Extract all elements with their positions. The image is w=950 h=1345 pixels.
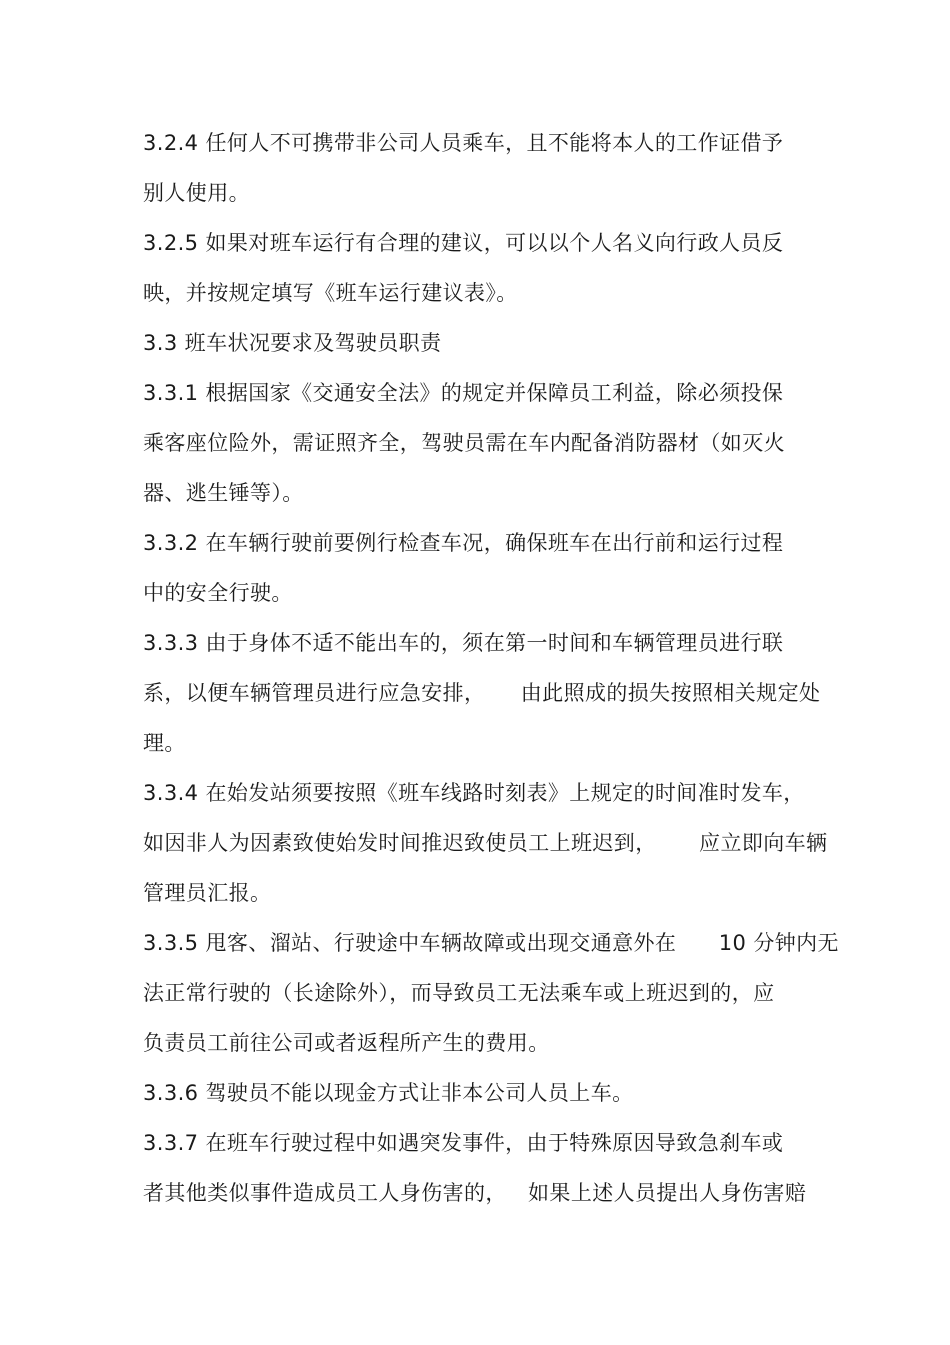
text-line-3-3-7: 3.3.7 在班车行驶过程中如遇突发事件，由于特殊原因导致急刹车或 [143, 1131, 784, 1155]
text-line-3-3-2-cont: 中的安全行驶。 [143, 581, 293, 605]
text-line-3-2-4: 3.2.4 任何人不可携带非公司人员乘车，且不能将本人的工作证借予 [143, 131, 784, 155]
text-line-3-3-1-end: 器、逃生锤等）。 [143, 481, 304, 505]
text-line-3-3-5-end: 负责员工前往公司或者返程所产生的费用。 [143, 1031, 550, 1055]
text-line-3-2-5-cont: 映，并按规定填写《班车运行建议表》。 [143, 281, 518, 305]
text-line-3-3-5: 3.3.5 甩客、溜站、行驶途中车辆故障或出现交通意外在 10 分钟内无 [143, 931, 839, 955]
text-line-3-3-6: 3.3.6 驾驶员不能以现金方式让非本公司人员上车。 [143, 1081, 634, 1105]
text-line-3-2-5: 3.2.5 如果对班车运行有合理的建议，可以以个人名义向行政人员反 [143, 231, 784, 255]
text-line-3-3-3-cont: 系，以便车辆管理员进行应急安排， 由此照成的损失按照相关规定处 [143, 681, 821, 705]
text-line-3-3-3: 3.3.3 由于身体不适不能出车的，须在第一时间和车辆管理员进行联 [143, 631, 784, 655]
text-line-3-3-2: 3.3.2 在车辆行驶前要例行检查车况，确保班车在出行前和运行过程 [143, 531, 784, 555]
text-line-3-3-1: 3.3.1 根据国家《交通安全法》的规定并保障员工利益，除必须投保 [143, 381, 784, 405]
text-line-3-3-3-end: 理。 [143, 731, 186, 755]
text-line-3-3-1-cont: 乘客座位险外，需证照齐全，驾驶员需在车内配备消防器材（如灭火 [143, 431, 785, 455]
text-line-3-3-5-cont: 法正常行驶的（长途除外），而导致员工无法乘车或上班迟到的，应 [143, 981, 775, 1005]
section-heading-3-3: 3.3 班车状况要求及驾驶员职责 [143, 331, 442, 355]
text-line-3-3-4: 3.3.4 在始发站须要按照《班车线路时刻表》上规定的时间准时发车， [143, 781, 805, 805]
text-line-3-3-4-end: 管理员汇报。 [143, 881, 272, 905]
text-line-3-3-7-cont: 者其他类似事件造成员工人身伤害的， 如果上述人员提出人身伤害赔 [143, 1181, 807, 1205]
text-line-3-3-4-cont: 如因非人为因素致使始发时间推迟致使员工上班迟到， 应立即向车辆 [143, 831, 828, 855]
text-line-3-2-4-cont: 别人使用。 [143, 181, 250, 205]
